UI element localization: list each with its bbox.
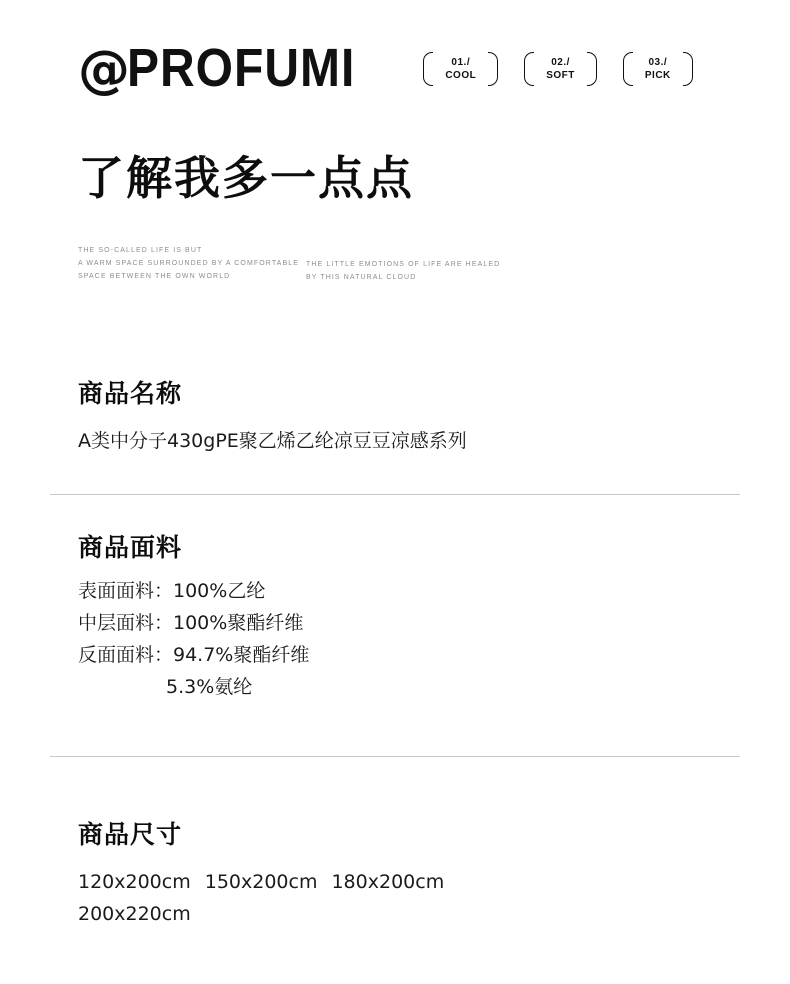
english-caption-left-line-3: SPACE BETWEEN THE OWN WORLD <box>78 273 231 280</box>
english-caption-right-line-1: THE LITTLE EMOTIONS OF LIFE ARE HEALED <box>306 261 501 268</box>
size-option-3: 180x200cm <box>331 871 445 893</box>
page-title: 了解我多一点点 <box>78 151 414 205</box>
page-header <box>78 38 728 100</box>
brand-name: PROFUMI <box>127 38 356 99</box>
chip-03 <box>623 52 693 86</box>
english-caption-left-line-2: A WARM SPACE SURROUNDED BY A COMFORTABLE <box>78 260 299 267</box>
size-option-4: 200x220cm <box>78 903 191 925</box>
chip-02-number: 02./ <box>551 57 570 68</box>
fabric-line-3: 反面面料：94.7%聚酯纤维 <box>78 644 310 666</box>
chip-01 <box>423 52 498 86</box>
fabric-line-4: 5.3%氨纶 <box>166 676 253 698</box>
english-caption-right <box>306 258 500 284</box>
section-title-product-name: 商品名称 <box>78 379 183 408</box>
size-option-1: 120x200cm <box>78 871 191 893</box>
size-row-2 <box>78 898 444 930</box>
chip-02-label: SOFT <box>546 70 575 81</box>
chip-01-number: 01./ <box>451 57 471 68</box>
section-value-size <box>78 866 444 930</box>
size-option-2: 150x200cm <box>204 871 318 893</box>
chip-03-label: PICK <box>644 70 671 81</box>
fabric-line-1: 表面面料：100%乙纶 <box>78 580 266 602</box>
chip-group <box>423 52 692 86</box>
english-caption-left-line-1: THE SO-CALLED LIFE IS BUT <box>78 247 203 254</box>
section-value-product-name: A类中分子430gPE聚乙烯乙纶凉豆豆凉感系列 <box>78 430 467 452</box>
english-caption-right-line-2: BY THIS NATURAL CLOUD <box>306 274 417 281</box>
chip-01-label: COOL <box>445 70 477 81</box>
at-symbol-icon: @ <box>78 40 129 100</box>
divider-1 <box>50 494 740 495</box>
section-value-fabric <box>78 575 309 703</box>
chip-02 <box>524 52 597 86</box>
chip-03-number: 03./ <box>648 57 668 68</box>
brand-logo <box>78 38 356 100</box>
divider-2 <box>50 756 740 757</box>
section-title-fabric: 商品面料 <box>78 533 183 562</box>
english-caption-left <box>78 244 299 283</box>
size-row-1 <box>78 866 444 898</box>
section-title-size: 商品尺寸 <box>78 820 183 849</box>
fabric-line-2: 中层面料：100%聚酯纤维 <box>78 612 304 634</box>
